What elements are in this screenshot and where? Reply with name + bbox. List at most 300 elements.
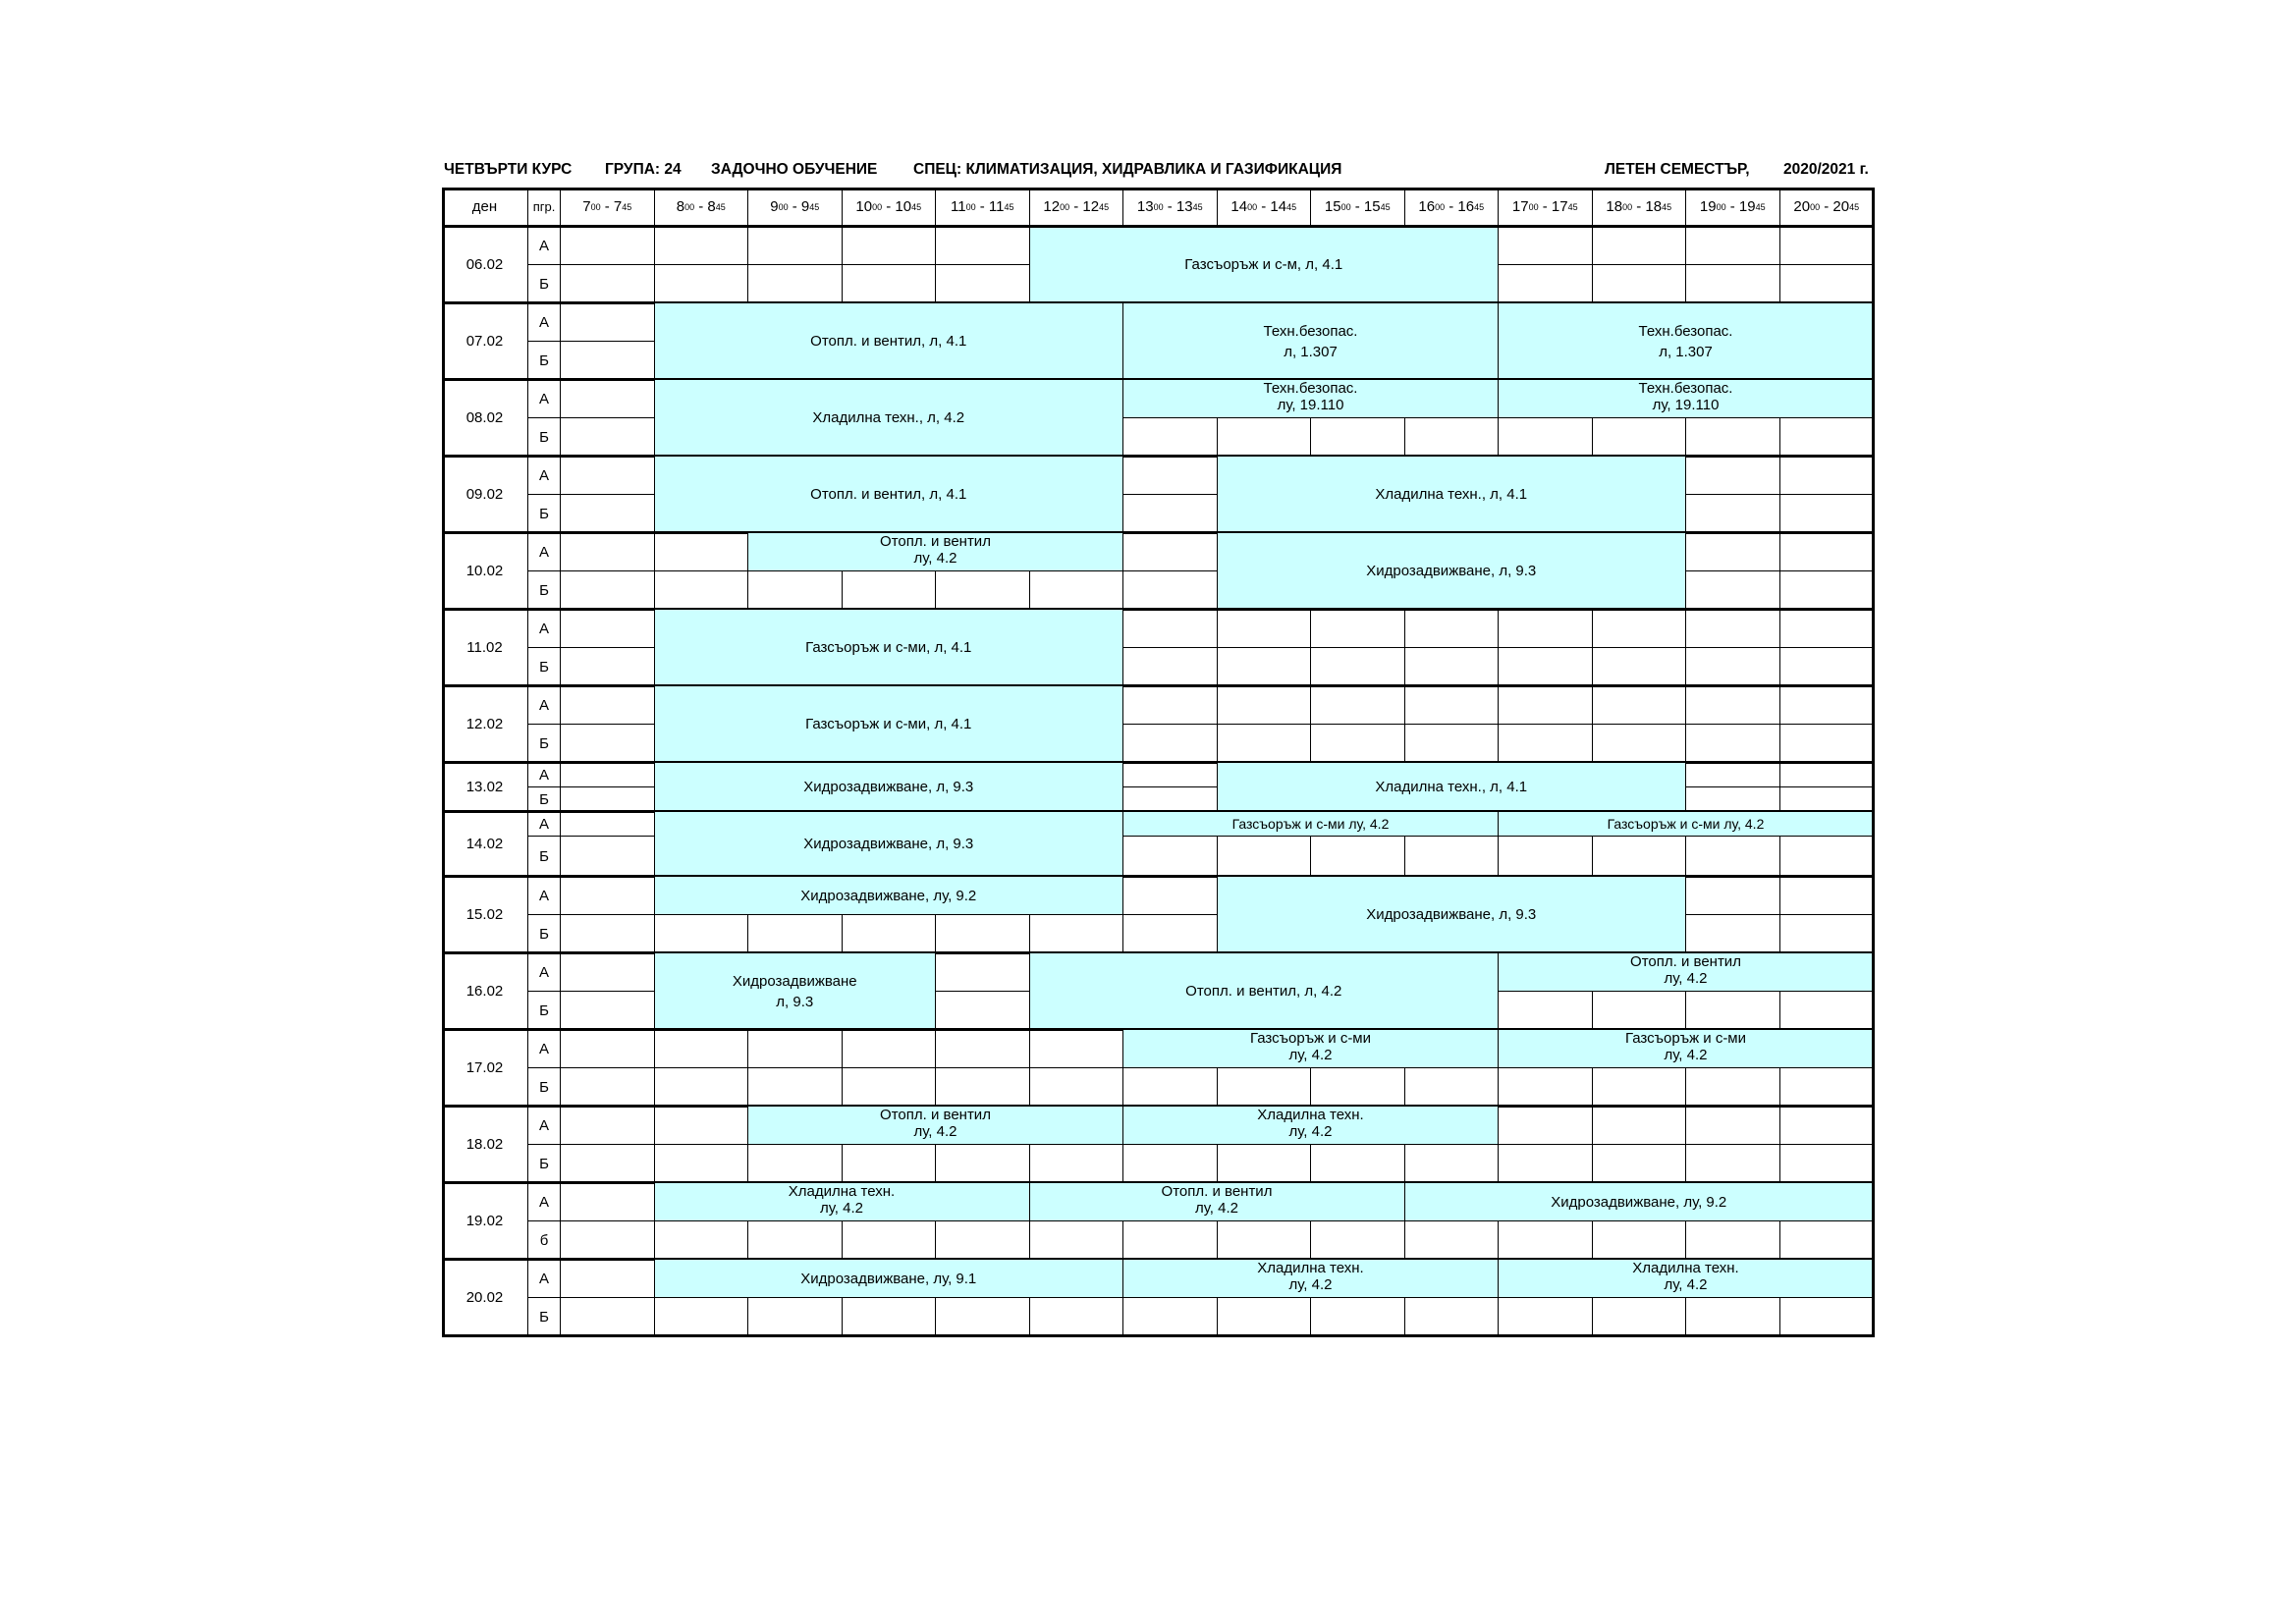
empty-slot[interactable] bbox=[1686, 1298, 1780, 1336]
empty-slot[interactable] bbox=[936, 1068, 1030, 1107]
hour: - bbox=[788, 198, 801, 215]
lesson-block[interactable]: Хидрозадвижване, л, 9.3 bbox=[655, 812, 1124, 877]
lesson-block[interactable]: Отопл. и вентил лу, 4.2 bbox=[748, 1107, 1123, 1145]
empty-slot[interactable] bbox=[1499, 1068, 1593, 1107]
empty-slot[interactable] bbox=[561, 837, 655, 877]
empty-slot[interactable] bbox=[1499, 837, 1593, 877]
empty-slot[interactable] bbox=[655, 1030, 749, 1068]
empty-slot[interactable] bbox=[1686, 457, 1780, 495]
empty-slot[interactable] bbox=[1123, 533, 1218, 571]
empty-slot[interactable] bbox=[655, 1068, 749, 1107]
empty-slot[interactable] bbox=[1686, 227, 1780, 265]
empty-slot[interactable] bbox=[561, 571, 655, 610]
empty-slot[interactable] bbox=[936, 265, 1030, 303]
lesson-block[interactable]: Хидрозадвижване, лу, 9.2 bbox=[655, 877, 1124, 915]
header-separator bbox=[442, 225, 1874, 228]
hour: - bbox=[1820, 198, 1833, 215]
empty-slot[interactable] bbox=[1405, 648, 1500, 686]
empty-slot[interactable] bbox=[1780, 1221, 1875, 1260]
subgroup-cell: Б bbox=[528, 571, 561, 610]
empty-slot[interactable] bbox=[1499, 686, 1593, 725]
empty-slot[interactable] bbox=[1686, 763, 1780, 787]
lesson-block[interactable]: Техн.безопас. л, 1.307 bbox=[1123, 303, 1499, 380]
empty-slot[interactable] bbox=[561, 787, 655, 812]
empty-slot[interactable] bbox=[1686, 877, 1780, 915]
empty-slot[interactable] bbox=[1499, 610, 1593, 648]
empty-slot[interactable] bbox=[1123, 418, 1218, 457]
hour: 8 bbox=[676, 198, 685, 215]
empty-slot[interactable] bbox=[1686, 1068, 1780, 1107]
empty-slot[interactable] bbox=[561, 992, 655, 1030]
empty-slot[interactable] bbox=[1218, 1145, 1312, 1183]
empty-slot[interactable] bbox=[1499, 648, 1593, 686]
lesson-block[interactable]: Хладилна техн. лу, 4.2 bbox=[1499, 1260, 1874, 1298]
subgroup-cell: Б bbox=[528, 495, 561, 533]
empty-slot[interactable] bbox=[843, 1298, 937, 1336]
empty-slot[interactable] bbox=[1123, 915, 1218, 953]
empty-slot[interactable] bbox=[1218, 418, 1312, 457]
empty-slot[interactable] bbox=[1218, 725, 1312, 763]
subgroup-cell: А bbox=[528, 812, 561, 837]
empty-slot[interactable] bbox=[748, 265, 843, 303]
empty-slot[interactable] bbox=[1593, 1298, 1687, 1336]
lesson-block[interactable]: Газсъоръж и с-ми лу, 4.2 bbox=[1499, 1030, 1874, 1068]
empty-slot[interactable] bbox=[1123, 837, 1218, 877]
hour: - bbox=[1069, 198, 1083, 215]
empty-slot[interactable] bbox=[1218, 648, 1312, 686]
empty-slot[interactable] bbox=[561, 610, 655, 648]
lesson-block[interactable]: Газсъоръж и с-ми лу, 4.2 bbox=[1123, 812, 1499, 837]
day-column-header: ден bbox=[442, 188, 528, 227]
empty-slot[interactable] bbox=[1686, 686, 1780, 725]
empty-slot[interactable] bbox=[1311, 1068, 1405, 1107]
hour: 7 bbox=[582, 198, 591, 215]
time-slot-header: 11 00 - 11 45 bbox=[936, 188, 1030, 227]
empty-slot[interactable] bbox=[655, 571, 749, 610]
empty-slot[interactable] bbox=[561, 418, 655, 457]
empty-slot[interactable] bbox=[561, 1298, 655, 1336]
subgroup-cell: Б bbox=[528, 787, 561, 812]
time-slot-header: 9 00 - 9 45 bbox=[748, 188, 843, 227]
empty-slot[interactable] bbox=[1311, 1298, 1405, 1336]
empty-slot[interactable] bbox=[843, 1030, 937, 1068]
empty-slot[interactable] bbox=[1593, 418, 1687, 457]
lesson-block[interactable]: Отопл. и вентил лу, 4.2 bbox=[1030, 1183, 1405, 1221]
empty-slot[interactable] bbox=[655, 1221, 749, 1260]
empty-slot[interactable] bbox=[1780, 1068, 1875, 1107]
lesson-block[interactable]: Отопл. и вентил, л, 4.1 bbox=[655, 457, 1124, 533]
empty-slot[interactable] bbox=[561, 877, 655, 915]
subgroup-cell: Б bbox=[528, 342, 561, 380]
lesson-block[interactable]: Газсъоръж и с-м, л, 4.1 bbox=[1030, 227, 1500, 303]
empty-slot[interactable] bbox=[1780, 992, 1875, 1030]
empty-slot[interactable] bbox=[561, 227, 655, 265]
time-slot-header: 18 00 - 18 45 bbox=[1593, 188, 1687, 227]
empty-slot[interactable] bbox=[1405, 1221, 1500, 1260]
lesson-block[interactable]: Отопл. и вентил, л, 4.2 bbox=[1030, 953, 1500, 1030]
subgroup-column-header: пгр. bbox=[528, 188, 561, 227]
empty-slot[interactable] bbox=[1030, 915, 1124, 953]
empty-slot[interactable] bbox=[1686, 1107, 1780, 1145]
lesson-block[interactable]: Хидрозадвижване, л, 9.3 bbox=[655, 763, 1124, 812]
empty-slot[interactable] bbox=[655, 533, 749, 571]
hour: 16 bbox=[1457, 198, 1475, 215]
empty-slot[interactable] bbox=[1499, 1298, 1593, 1336]
empty-slot[interactable] bbox=[1780, 533, 1875, 571]
empty-slot[interactable] bbox=[1686, 265, 1780, 303]
empty-slot[interactable] bbox=[1499, 418, 1593, 457]
empty-slot[interactable] bbox=[1030, 1145, 1124, 1183]
day-date-cell: 19.02 bbox=[442, 1183, 528, 1260]
empty-slot[interactable] bbox=[1686, 1221, 1780, 1260]
empty-slot[interactable] bbox=[1780, 915, 1875, 953]
lesson-block[interactable]: Хидрозадвижване, лу, 9.1 bbox=[655, 1260, 1124, 1298]
empty-slot[interactable] bbox=[1593, 1145, 1687, 1183]
empty-slot[interactable] bbox=[1499, 265, 1593, 303]
semester-label: ЛЕТЕН СЕМЕСТЪР, bbox=[1605, 161, 1750, 178]
empty-slot[interactable] bbox=[1686, 610, 1780, 648]
empty-slot[interactable] bbox=[936, 1145, 1030, 1183]
group-label: ГРУПА: 24 bbox=[605, 161, 682, 178]
hour: 20 bbox=[1793, 198, 1811, 215]
hour: 16 bbox=[1418, 198, 1436, 215]
empty-slot[interactable] bbox=[561, 686, 655, 725]
empty-slot[interactable] bbox=[1405, 610, 1500, 648]
hour: - bbox=[975, 198, 989, 215]
empty-slot[interactable] bbox=[1593, 265, 1687, 303]
lesson-block[interactable]: Отопл. и вентил, л, 4.1 bbox=[655, 303, 1124, 380]
empty-slot[interactable] bbox=[1686, 837, 1780, 877]
subgroup-cell: А bbox=[528, 610, 561, 648]
empty-slot[interactable] bbox=[561, 1068, 655, 1107]
subgroup-cell: Б bbox=[528, 1298, 561, 1336]
empty-slot[interactable] bbox=[1780, 648, 1875, 686]
empty-slot[interactable] bbox=[1780, 686, 1875, 725]
empty-slot[interactable] bbox=[748, 571, 843, 610]
empty-slot[interactable] bbox=[1123, 1221, 1218, 1260]
empty-slot[interactable] bbox=[748, 1145, 843, 1183]
lesson-block[interactable]: Хидрозадвижване, лу, 9.2 bbox=[1405, 1183, 1875, 1221]
empty-slot[interactable] bbox=[1499, 725, 1593, 763]
empty-slot[interactable] bbox=[655, 1107, 749, 1145]
hour: 15 bbox=[1363, 198, 1381, 215]
hour: - bbox=[1445, 198, 1458, 215]
empty-slot[interactable] bbox=[1030, 1068, 1124, 1107]
time-slot-header: 15 00 - 15 45 bbox=[1311, 188, 1405, 227]
subgroup-cell: Б bbox=[528, 265, 561, 303]
empty-slot[interactable] bbox=[561, 1030, 655, 1068]
empty-slot[interactable] bbox=[1780, 571, 1875, 610]
empty-slot[interactable] bbox=[561, 303, 655, 342]
hour: 13 bbox=[1175, 198, 1193, 215]
empty-slot[interactable] bbox=[936, 992, 1030, 1030]
empty-slot[interactable] bbox=[1780, 837, 1875, 877]
subgroup-cell: А bbox=[528, 1107, 561, 1145]
hour: - bbox=[1725, 198, 1739, 215]
empty-slot[interactable] bbox=[561, 265, 655, 303]
empty-slot[interactable] bbox=[655, 1298, 749, 1336]
lesson-block[interactable]: Хладилна техн. лу, 4.2 bbox=[1123, 1107, 1499, 1145]
day-date-cell: 17.02 bbox=[442, 1030, 528, 1107]
empty-slot[interactable] bbox=[1123, 725, 1218, 763]
empty-slot[interactable] bbox=[1686, 648, 1780, 686]
empty-slot[interactable] bbox=[1780, 227, 1875, 265]
empty-slot[interactable] bbox=[561, 763, 655, 787]
empty-slot[interactable] bbox=[1593, 1221, 1687, 1260]
empty-slot[interactable] bbox=[561, 380, 655, 418]
empty-slot[interactable] bbox=[1593, 1068, 1687, 1107]
hour: - bbox=[882, 198, 896, 215]
empty-slot[interactable] bbox=[1593, 648, 1687, 686]
day-date-cell: 18.02 bbox=[442, 1107, 528, 1183]
empty-slot[interactable] bbox=[1123, 1145, 1218, 1183]
empty-slot[interactable] bbox=[843, 1221, 937, 1260]
empty-slot[interactable] bbox=[1123, 877, 1218, 915]
empty-slot[interactable] bbox=[655, 265, 749, 303]
empty-slot[interactable] bbox=[1780, 1298, 1875, 1336]
empty-slot[interactable] bbox=[561, 457, 655, 495]
empty-slot[interactable] bbox=[1593, 725, 1687, 763]
subgroup-cell: А bbox=[528, 457, 561, 495]
empty-slot[interactable] bbox=[1218, 1221, 1312, 1260]
empty-slot[interactable] bbox=[1218, 1068, 1312, 1107]
hour: - bbox=[1632, 198, 1646, 215]
empty-slot[interactable] bbox=[1311, 725, 1405, 763]
empty-slot[interactable] bbox=[1686, 495, 1780, 533]
hour: 11 bbox=[988, 198, 1005, 215]
empty-slot[interactable] bbox=[561, 648, 655, 686]
empty-slot[interactable] bbox=[1123, 457, 1218, 495]
subgroup-cell: Б bbox=[528, 1145, 561, 1183]
empty-slot[interactable] bbox=[1311, 418, 1405, 457]
empty-slot[interactable] bbox=[748, 1068, 843, 1107]
empty-slot[interactable] bbox=[1405, 725, 1500, 763]
empty-slot[interactable] bbox=[1405, 1298, 1500, 1336]
subgroup-cell: А bbox=[528, 1183, 561, 1221]
lesson-block[interactable]: Отопл. и вентил лу, 4.2 bbox=[748, 533, 1123, 571]
subgroup-cell: А bbox=[528, 303, 561, 342]
empty-slot[interactable] bbox=[936, 227, 1030, 265]
empty-slot[interactable] bbox=[1780, 265, 1875, 303]
empty-slot[interactable] bbox=[843, 265, 937, 303]
time-slot-header: 7 00 - 7 45 bbox=[561, 188, 655, 227]
empty-slot[interactable] bbox=[936, 1298, 1030, 1336]
hour: 13 bbox=[1136, 198, 1154, 215]
empty-slot[interactable] bbox=[1311, 1145, 1405, 1183]
empty-slot[interactable] bbox=[655, 227, 749, 265]
lesson-block[interactable]: Хладилна техн., л, 4.1 bbox=[1218, 457, 1687, 533]
lesson-block[interactable]: Газсъоръж и с-ми, л, 4.1 bbox=[655, 686, 1124, 763]
day-date-cell: 09.02 bbox=[442, 457, 528, 533]
empty-slot[interactable] bbox=[1123, 610, 1218, 648]
lesson-block[interactable]: Техн.безопас. лу, 19.110 bbox=[1499, 380, 1874, 418]
hour: 17 bbox=[1511, 198, 1529, 215]
empty-slot[interactable] bbox=[1780, 1145, 1875, 1183]
empty-slot[interactable] bbox=[1780, 763, 1875, 787]
empty-slot[interactable] bbox=[561, 1107, 655, 1145]
empty-slot[interactable] bbox=[1405, 418, 1500, 457]
empty-slot[interactable] bbox=[1780, 787, 1875, 812]
empty-slot[interactable] bbox=[1405, 686, 1500, 725]
empty-slot[interactable] bbox=[1499, 992, 1593, 1030]
empty-slot[interactable] bbox=[843, 571, 937, 610]
subgroup-cell: б bbox=[528, 1221, 561, 1260]
empty-slot[interactable] bbox=[1780, 418, 1875, 457]
empty-slot[interactable] bbox=[1780, 457, 1875, 495]
empty-slot[interactable] bbox=[1123, 763, 1218, 787]
empty-slot[interactable] bbox=[1030, 1221, 1124, 1260]
empty-slot[interactable] bbox=[1593, 610, 1687, 648]
lesson-block[interactable]: Газсъоръж и с-ми, л, 4.1 bbox=[655, 610, 1124, 686]
empty-slot[interactable] bbox=[1593, 837, 1687, 877]
empty-slot[interactable] bbox=[1405, 1145, 1500, 1183]
empty-slot[interactable] bbox=[1218, 610, 1312, 648]
empty-slot[interactable] bbox=[1123, 787, 1218, 812]
empty-slot[interactable] bbox=[1780, 1107, 1875, 1145]
empty-slot[interactable] bbox=[843, 915, 937, 953]
empty-slot[interactable] bbox=[936, 1030, 1030, 1068]
empty-slot[interactable] bbox=[561, 1145, 655, 1183]
empty-slot[interactable] bbox=[936, 953, 1030, 992]
empty-slot[interactable] bbox=[748, 1221, 843, 1260]
empty-slot[interactable] bbox=[1686, 571, 1780, 610]
empty-slot[interactable] bbox=[1123, 1298, 1218, 1336]
empty-slot[interactable] bbox=[561, 342, 655, 380]
empty-slot[interactable] bbox=[1123, 686, 1218, 725]
empty-slot[interactable] bbox=[1123, 1068, 1218, 1107]
empty-slot[interactable] bbox=[843, 227, 937, 265]
empty-slot[interactable] bbox=[1030, 571, 1124, 610]
empty-slot[interactable] bbox=[748, 1030, 843, 1068]
empty-slot[interactable] bbox=[1780, 610, 1875, 648]
empty-slot[interactable] bbox=[936, 915, 1030, 953]
lesson-block[interactable]: Техн.безопас. лу, 19.110 bbox=[1123, 380, 1499, 418]
empty-slot[interactable] bbox=[1123, 495, 1218, 533]
empty-slot[interactable] bbox=[1593, 686, 1687, 725]
empty-slot[interactable] bbox=[561, 725, 655, 763]
empty-slot[interactable] bbox=[1218, 837, 1312, 877]
time-slot-header: 17 00 - 17 45 bbox=[1499, 188, 1593, 227]
hour: 19 bbox=[1738, 198, 1756, 215]
empty-slot[interactable] bbox=[748, 227, 843, 265]
lesson-block[interactable]: Хладилна техн. лу, 4.2 bbox=[655, 1183, 1030, 1221]
day-date-cell: 20.02 bbox=[442, 1260, 528, 1336]
empty-slot[interactable] bbox=[1405, 837, 1500, 877]
empty-slot[interactable] bbox=[1311, 837, 1405, 877]
subgroup-cell: А bbox=[528, 763, 561, 787]
subgroup-cell: Б bbox=[528, 915, 561, 953]
lesson-block[interactable]: Хидрозадвижване, л, 9.3 bbox=[1218, 877, 1687, 953]
empty-slot[interactable] bbox=[1686, 1145, 1780, 1183]
hour: 9 bbox=[770, 198, 779, 215]
empty-slot[interactable] bbox=[561, 1260, 655, 1298]
empty-slot[interactable] bbox=[1405, 1068, 1500, 1107]
empty-slot[interactable] bbox=[1780, 877, 1875, 915]
subgroup-cell: Б bbox=[528, 992, 561, 1030]
empty-slot[interactable] bbox=[1123, 648, 1218, 686]
lesson-block[interactable]: Техн.безопас. л, 1.307 bbox=[1499, 303, 1874, 380]
empty-slot[interactable] bbox=[1593, 992, 1687, 1030]
subgroup-cell: Б bbox=[528, 1068, 561, 1107]
hour: - bbox=[694, 198, 708, 215]
empty-slot[interactable] bbox=[1499, 1145, 1593, 1183]
empty-slot[interactable] bbox=[561, 533, 655, 571]
empty-slot[interactable] bbox=[748, 915, 843, 953]
hour: - bbox=[1538, 198, 1552, 215]
lesson-block[interactable]: Хидрозадвижване л, 9.3 bbox=[655, 953, 937, 1030]
lesson-block[interactable]: Газсъоръж и с-ми лу, 4.2 bbox=[1123, 1030, 1499, 1068]
empty-slot[interactable] bbox=[561, 1221, 655, 1260]
empty-slot[interactable] bbox=[843, 1145, 937, 1183]
hour: 14 bbox=[1230, 198, 1248, 215]
empty-slot[interactable] bbox=[1311, 686, 1405, 725]
empty-slot[interactable] bbox=[1311, 1221, 1405, 1260]
empty-slot[interactable] bbox=[655, 1145, 749, 1183]
empty-slot[interactable] bbox=[1499, 1221, 1593, 1260]
empty-slot[interactable] bbox=[1311, 610, 1405, 648]
empty-slot[interactable] bbox=[936, 571, 1030, 610]
lesson-block[interactable]: Отопл. и вентил лу, 4.2 bbox=[1499, 953, 1874, 992]
empty-slot[interactable] bbox=[1593, 1107, 1687, 1145]
time-slot-header: 8 00 - 8 45 bbox=[655, 188, 749, 227]
empty-slot[interactable] bbox=[1499, 1107, 1593, 1145]
empty-slot[interactable] bbox=[1499, 227, 1593, 265]
subgroup-cell: А bbox=[528, 953, 561, 992]
empty-slot[interactable] bbox=[561, 915, 655, 953]
empty-slot[interactable] bbox=[1311, 648, 1405, 686]
time-slot-header: 12 00 - 12 45 bbox=[1030, 188, 1124, 227]
empty-slot[interactable] bbox=[1030, 1298, 1124, 1336]
empty-slot[interactable] bbox=[1123, 571, 1218, 610]
lesson-block[interactable]: Хладилна техн., л, 4.2 bbox=[655, 380, 1124, 457]
empty-slot[interactable] bbox=[1218, 686, 1312, 725]
empty-slot[interactable] bbox=[843, 1068, 937, 1107]
hour: 12 bbox=[1043, 198, 1061, 215]
hour: - bbox=[600, 198, 614, 215]
lesson-block[interactable]: Газсъоръж и с-ми лу, 4.2 bbox=[1499, 812, 1874, 837]
lesson-block[interactable]: Хладилна техн., л, 4.1 bbox=[1218, 763, 1687, 812]
empty-slot[interactable] bbox=[1686, 992, 1780, 1030]
empty-slot[interactable] bbox=[1780, 495, 1875, 533]
subgroup-cell: Б bbox=[528, 837, 561, 877]
time-slot-header: 20 00 - 20 45 bbox=[1780, 188, 1875, 227]
empty-slot[interactable] bbox=[1030, 1030, 1124, 1068]
empty-slot[interactable] bbox=[1686, 418, 1780, 457]
empty-slot[interactable] bbox=[1218, 1298, 1312, 1336]
hour: 10 bbox=[855, 198, 873, 215]
empty-slot[interactable] bbox=[1686, 787, 1780, 812]
empty-slot[interactable] bbox=[1686, 533, 1780, 571]
lesson-block[interactable]: Хидрозадвижване, л, 9.3 bbox=[1218, 533, 1687, 610]
empty-slot[interactable] bbox=[561, 953, 655, 992]
empty-slot[interactable] bbox=[1686, 725, 1780, 763]
empty-slot[interactable] bbox=[748, 1298, 843, 1336]
hour: 8 bbox=[707, 198, 716, 215]
empty-slot[interactable] bbox=[1593, 227, 1687, 265]
lesson-block[interactable]: Хладилна техн. лу, 4.2 bbox=[1123, 1260, 1499, 1298]
time-slot-header: 14 00 - 14 45 bbox=[1218, 188, 1312, 227]
day-separator bbox=[442, 1334, 1874, 1337]
hour: 7 bbox=[613, 198, 623, 215]
empty-slot[interactable] bbox=[655, 915, 749, 953]
empty-slot[interactable] bbox=[561, 495, 655, 533]
empty-slot[interactable] bbox=[561, 1183, 655, 1221]
subgroup-cell: А bbox=[528, 1260, 561, 1298]
empty-slot[interactable] bbox=[561, 812, 655, 837]
empty-slot[interactable] bbox=[936, 1221, 1030, 1260]
empty-slot[interactable] bbox=[1780, 725, 1875, 763]
empty-slot[interactable] bbox=[1686, 915, 1780, 953]
